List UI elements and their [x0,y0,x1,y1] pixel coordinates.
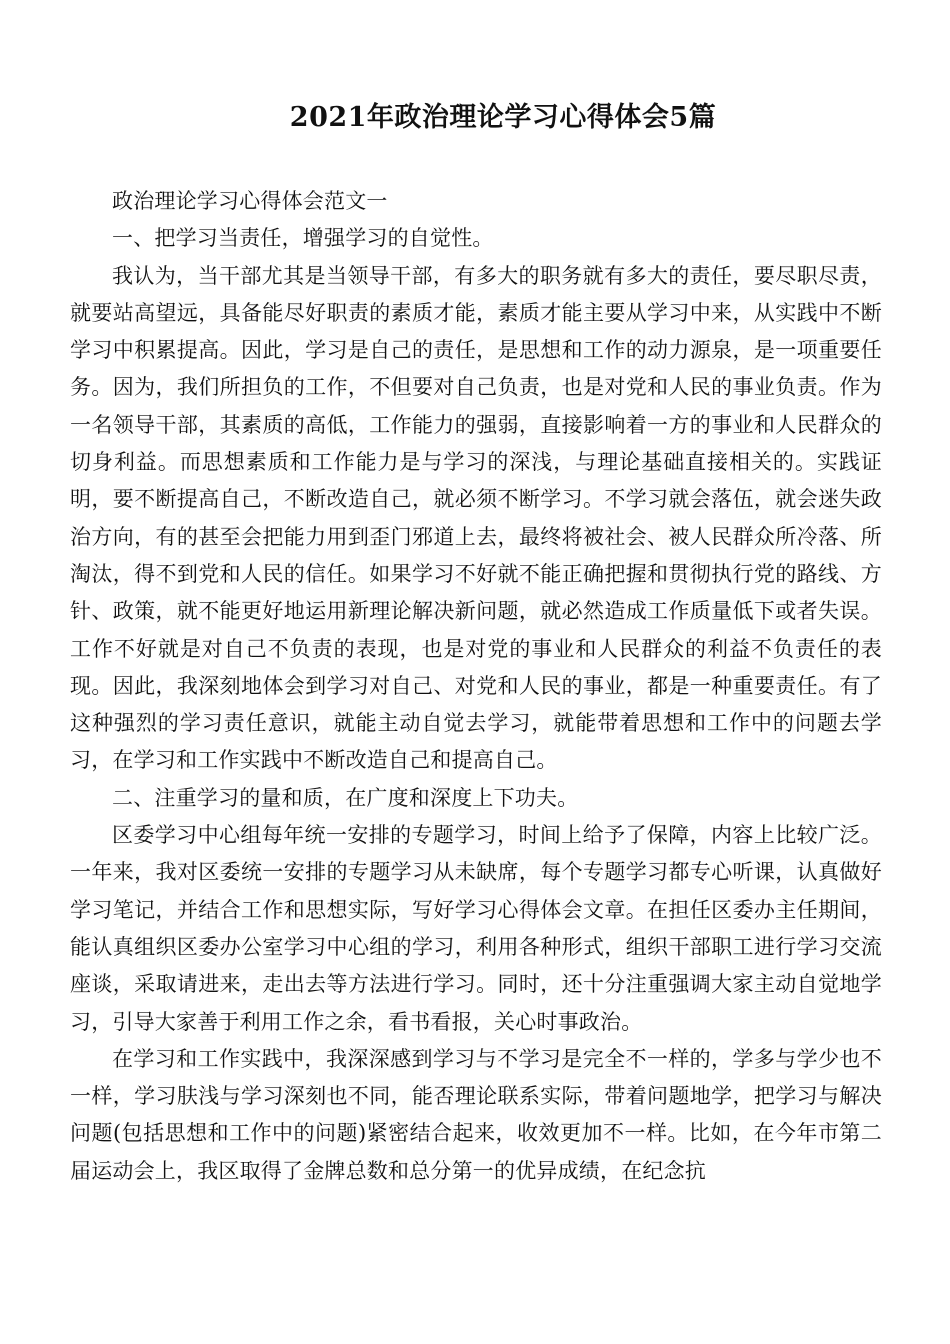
document-title: 2021年政治理论学习心得体会5篇 [289,102,717,133]
paragraph: 在学习和工作实践中，我深深感到学习与不学习是完全不一样的，学多与学少也不一样，学习肤浅与学习深刻也不同，能否理论联系实际，带着问题地学，把学习与解决问题(包括思想和工作中的问题)紧密结合起来，收效更加不一样。比如，在今年市第二届运动会上，我区取得了金牌总数和总分第一的优异成绩，在纪念抗 [70,1046,882,1183]
subheading-1: 一、把学习当责任，增强学习的自觉性。 [112,226,494,251]
paragraph: 我认为，当干部尤其是当领导干部，有多大的职务就有多大的责任，要尽职尽责，就要站高望远，具备能尽好职责的素质才能，素质才能主要从学习中来，从实践中不断学习中积累提高。因此，学习是自己的责任，是思想和工作的动力源泉，是一项重要任务。因为，我们所担负的工作，不但要对自己负责，也是对党和人民的事业负责。作为一名领导干部，其素质的高低，工作能力的强弱，直接影响着一方的事业和人民群众的切身利益。而思想素质和工作能力是与学习的深浅，与理论基础直接相关的。实践证明，要不断提高自己，不断改造自己，就必须不断学习。不学习就会落伍，就会迷失政治方向，有的甚至会把能力用到歪门邪道上去，最终将被社会、被人民群众所冷落、所淘汰，得不到党和人民的信任。如果学习不好就不能正确把握和贯彻执行党的路线、方针、政策，就不能更好地运用新理论解决新问题，就必然造成工作质量低下或者失误。工作不好就是对自己不负责的表现，也是对党的事业和人民群众的利益不负责任的表现。因此，我深刻地体会到学习对自己、对党和人民的事业，都是一种重要责任。有了这种强烈的学习责任意识，就能主动自觉去学习，就能带着思想和工作中的问题去学习，在学习和工作实践中不断改造自己和提高自己。 [70,263,882,773]
section-heading: 政治理论学习心得体会范文一 [112,189,388,213]
subheading-2: 二、注重学习的量和质，在广度和深度上下功夫。 [112,785,579,810]
document-body [70,183,882,1190]
paragraph: 区委学习中心组每年统一安排的专题学习，时间上给予了保障，内容上比较广泛。一年来，我对区委统一安排的专题学习从未缺席，每个专题学习都专心听课，认真做好学习笔记，并结合工作和思想实际，写好学习心得体会文章。在担任区委办主任期间，能认真组织区委办公室学习中心组的学习，利用各种形式，组织干部职工进行学习交流座谈，采取请进来，走出去等方法进行学习。同时，还十分注重强调大家主动自觉地学习，引导大家善于利用工作之余，看书看报，关心时事政治。 [70,823,882,1034]
